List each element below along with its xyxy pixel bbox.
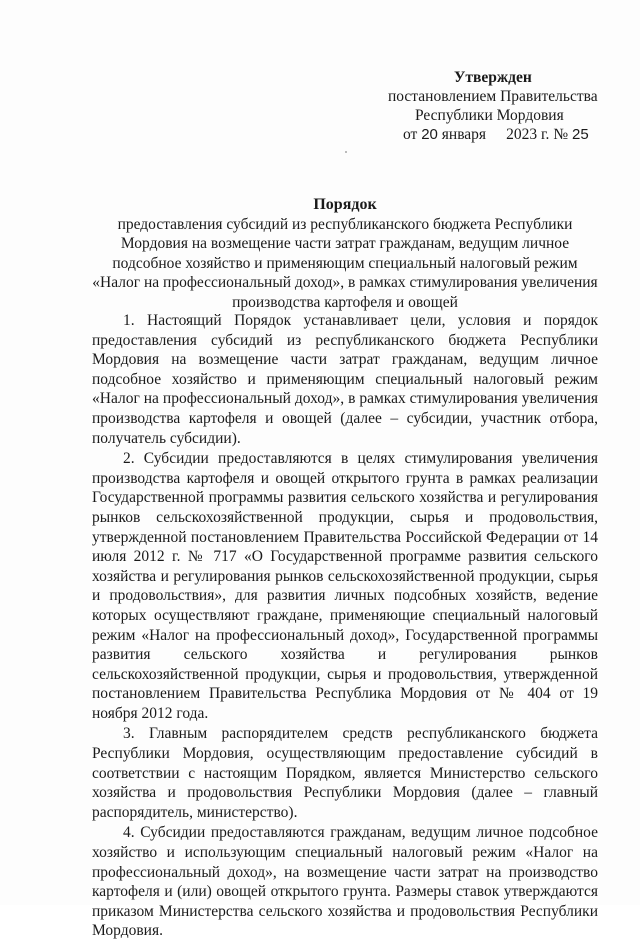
approval-stamp bbox=[380, 68, 610, 144]
document-title-block bbox=[92, 195, 598, 312]
approval-date-line bbox=[380, 125, 610, 144]
approval-year: 2023 г. bbox=[506, 126, 550, 143]
paragraph-3: 3. Главным распорядителем средств республиканского бюджета Республики Мордовия, осуществляющим предоставление субсидий в соответствии с настоящим Порядком, является Министерство сельского хозяйства и продовольствия Республики Мордовия (далее – главный распорядитель, министерство). bbox=[92, 725, 598, 821]
subtitle-line: «Налог на профессиональный доход», в рамках стимулирования увеличения bbox=[92, 274, 598, 291]
approval-month: января bbox=[441, 126, 487, 143]
approval-day: 20 bbox=[421, 126, 438, 143]
approval-number-sign: № bbox=[553, 126, 569, 143]
paragraph-1: 1. Настоящий Порядок устанавливает цели, условия и порядок предоставления субсидий из республиканского бюджета Республики Мордовия на возмещение части затрат гражданам, ведущим личное подсобное хозяйство и применяющим специальный налоговый режим «Налог на профессиональный доход», в рамках стимулирования увеличения производства картофеля и овощей (далее – субсидии, участник отбора, получатель субсидии). bbox=[92, 312, 598, 447]
approval-issuer-line2: Республики Мордовия bbox=[415, 107, 564, 124]
subtitle-line: подсобное хозяйство и применяющим специальный налоговый режим bbox=[112, 254, 578, 272]
document-body bbox=[92, 311, 598, 942]
document-heading: Порядок bbox=[313, 196, 377, 213]
scan-speck bbox=[345, 151, 347, 153]
approval-number: 25 bbox=[571, 126, 589, 143]
subtitle-line: предоставления субсидий из республиканского бюджета Республики bbox=[117, 215, 573, 233]
paragraph-2: 2. Субсидии предоставляются в целях стимулирования увеличения производства картофеля и овощей открытого грунта в рамках реализации Государственной программы развития сельского хозяйства и регулирования рынков сельскохозяйственной продукции, сырья и продовольствия, утвержденной постановлением Правительства Российской Федерации от 14 июля 2012 г. № 717 «О Государственной программе развития сельского хозяйства и регулирования рынков сельскохозяйственной продукции, сырья и продовольствия», для развития личных подсобных хозяйств, ведение которых осуществляют граждане, применяющие специальный налоговый режим «Налог на профессиональный доход», Государственной программы развития сельского хозяйства и регулирования рынков сельскохозяйственной продукции, сырья и продовольствия, утвержденной постановлением Правительства Республика Мордовия от № 404 от 19 ноября 2012 года. bbox=[92, 450, 598, 722]
subtitle-line: производства картофеля и овощей bbox=[232, 293, 458, 311]
approval-issuer-line1: постановлением Правительства bbox=[388, 88, 598, 105]
approval-date-prefix: от bbox=[403, 126, 418, 143]
approval-title: Утвержден bbox=[454, 69, 532, 86]
paragraph-4: 4. Субсидии предоставляются гражданам, ведущим личное подсобное хозяйство и использующим специальный налоговый режим «Налог на профессиональный доход», на возмещение части затрат на производство картофеля и (или) овощей открытого грунта. Размеры ставок утверждаются приказом Министерства сельского хозяйства и продовольствия Республики Мордовия. bbox=[92, 824, 598, 940]
subtitle-line: Мордовия на возмещение части затрат гражданам, ведущим личное bbox=[120, 235, 570, 252]
